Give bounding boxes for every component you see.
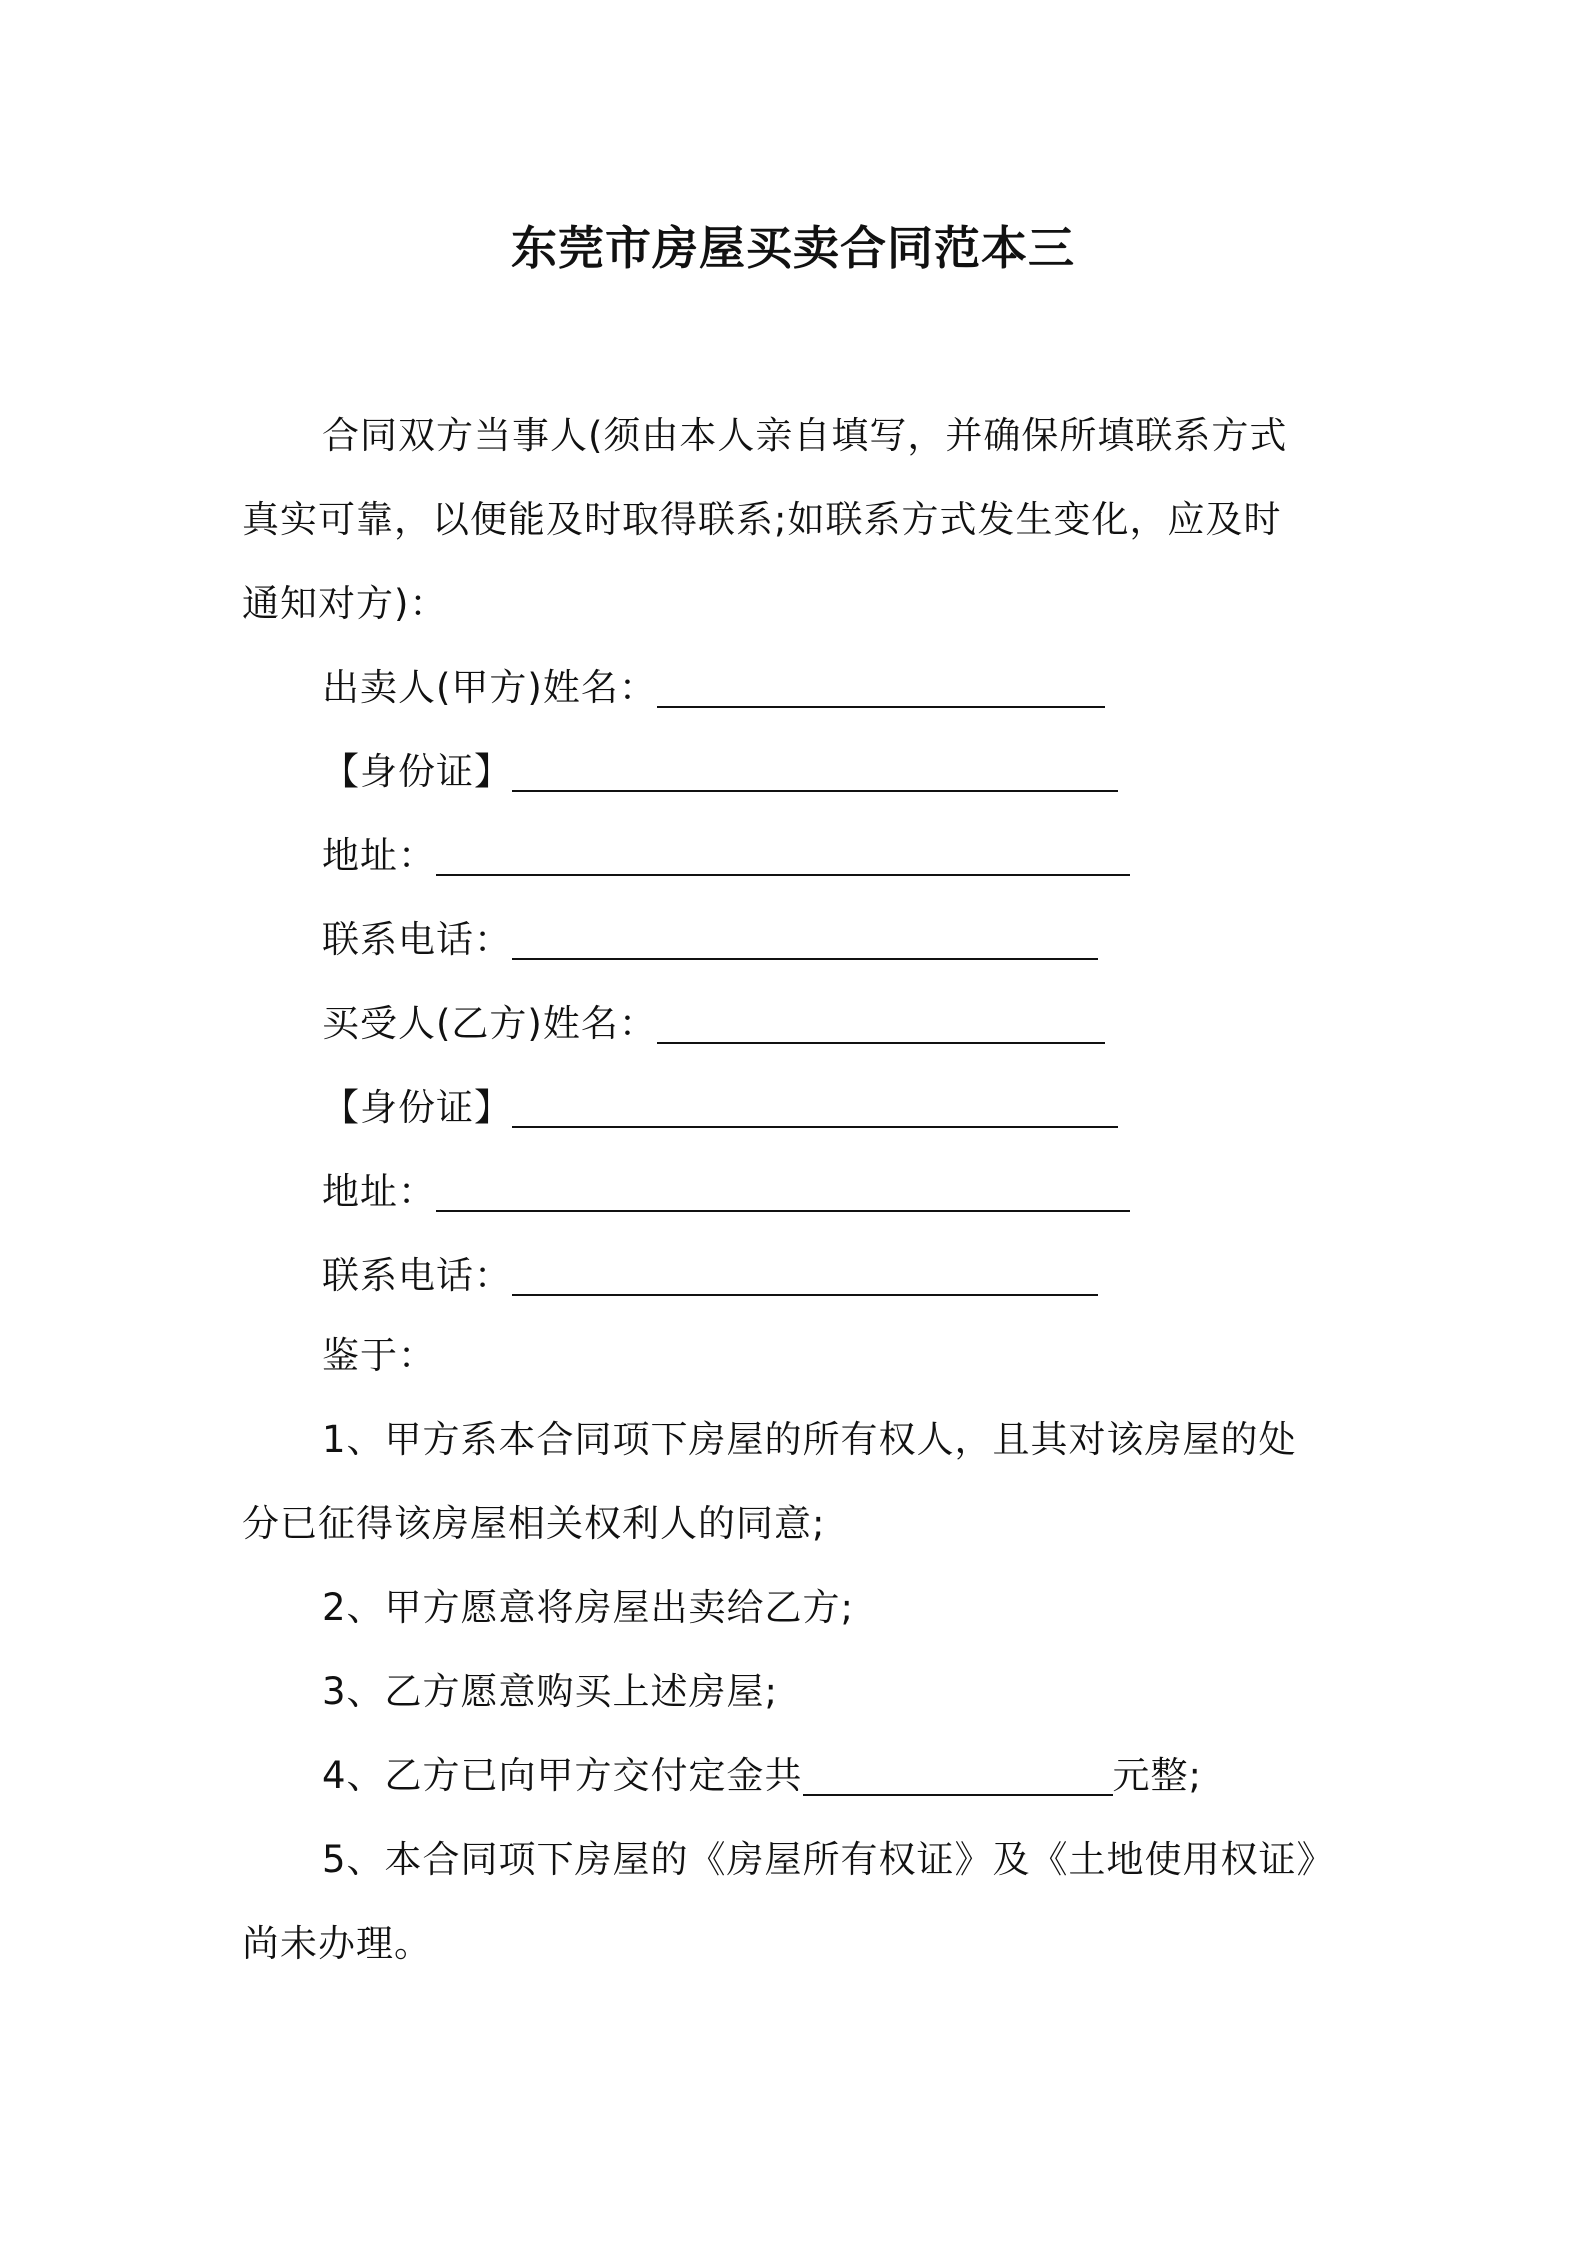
clause-4-suffix: 元整; <box>1112 1754 1203 1797</box>
clause-5-line-2: 尚未办理。 <box>242 1922 432 1965</box>
deposit-amount-field[interactable] <box>803 1754 1113 1796</box>
seller-address-field[interactable] <box>436 834 1130 876</box>
seller-id-field[interactable] <box>512 750 1118 792</box>
seller-phone-row <box>322 912 1437 968</box>
seller-address-row <box>322 828 1437 884</box>
seller-id-label: 【身份证】 <box>322 750 512 793</box>
clause-5-line-1: 5、本合同项下房屋的《房屋所有权证》及《土地使用权证》 <box>322 1838 1335 1881</box>
clause-1-line-2: 分已征得该房屋相关权利人的同意; <box>242 1502 826 1545</box>
seller-name-field[interactable] <box>657 666 1105 708</box>
clause-4-row <box>322 1748 1437 1804</box>
document-title: 东莞市房屋买卖合同范本三 <box>511 221 1075 275</box>
buyer-phone-field[interactable] <box>512 1254 1098 1296</box>
seller-name-row <box>322 660 1437 716</box>
clause-4-prefix: 4、乙方已向甲方交付定金共 <box>322 1754 803 1797</box>
intro-line-3: 通知对方)： <box>242 582 448 625</box>
clause-3: 3、乙方愿意购买上述房屋; <box>322 1670 779 1713</box>
buyer-id-row <box>322 1080 1437 1136</box>
seller-phone-label: 联系电话： <box>322 918 512 961</box>
buyer-address-row <box>322 1164 1437 1220</box>
seller-id-row <box>322 744 1437 800</box>
buyer-name-field[interactable] <box>657 1002 1105 1044</box>
buyer-name-row <box>322 996 1437 1052</box>
seller-phone-field[interactable] <box>512 918 1098 960</box>
buyer-id-label: 【身份证】 <box>322 1086 512 1129</box>
buyer-address-field[interactable] <box>436 1170 1130 1212</box>
seller-name-label: 出卖人(甲方)姓名： <box>322 666 657 709</box>
clause-2: 2、甲方愿意将房屋出卖给乙方; <box>322 1586 855 1629</box>
whereas-label: 鉴于： <box>322 1334 436 1377</box>
clause-1-line-1: 1、甲方系本合同项下房屋的所有权人，且其对该房屋的处 <box>322 1418 1297 1461</box>
seller-address-label: 地址： <box>322 834 436 877</box>
intro-line-2: 真实可靠，以便能及时取得联系;如联系方式发生变化，应及时 <box>242 498 1282 541</box>
intro-line-1: 合同双方当事人(须由本人亲自填写，并确保所填联系方式 <box>322 414 1288 457</box>
buyer-phone-row <box>322 1248 1437 1304</box>
buyer-phone-label: 联系电话： <box>322 1254 512 1297</box>
buyer-id-field[interactable] <box>512 1086 1118 1128</box>
buyer-name-label: 买受人(乙方)姓名： <box>322 1002 657 1045</box>
buyer-address-label: 地址： <box>322 1170 436 1213</box>
